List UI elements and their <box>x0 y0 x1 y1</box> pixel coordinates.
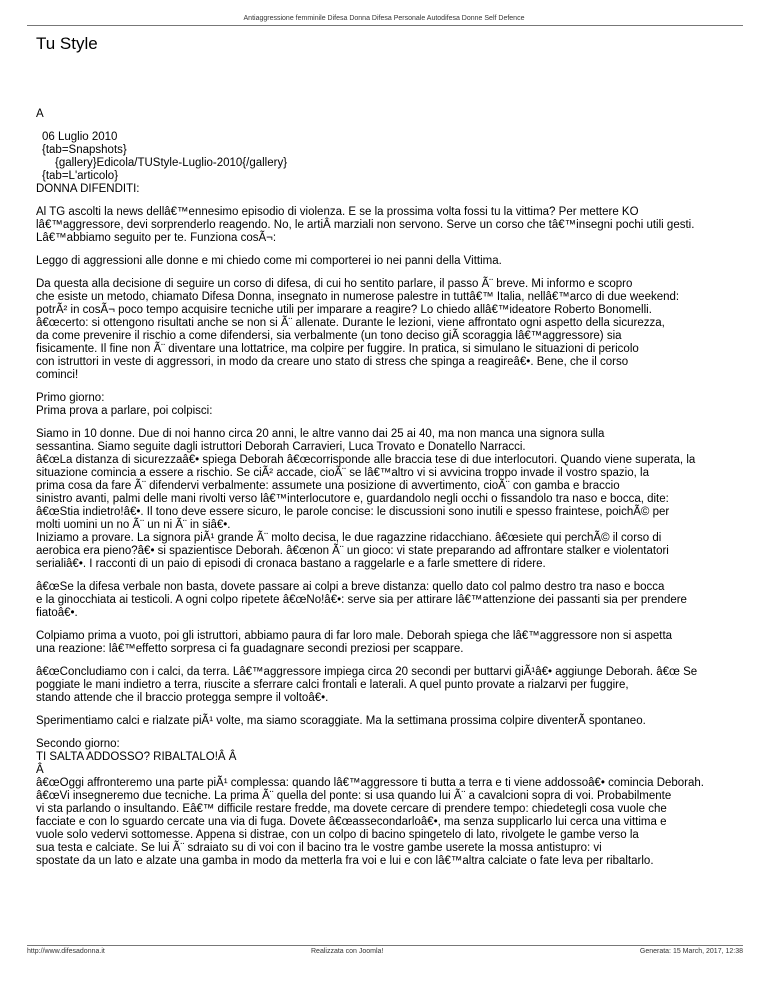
text-line: 06 Luglio 2010 <box>42 131 118 143</box>
text-line: e la ginocchiata ai testicoli. A ogni colpo ripetete â€œNo!â€•: serve sia per attirare lâ€™attenzione dei passanti sia per prendere <box>36 594 687 606</box>
text-line: molti uomini un no Ã¨ un ni Ã¨ in siâ€•. <box>36 519 231 531</box>
text-line: potrÃ² in cosÃ¬ poco tempo acquisire tecniche utili per imparare a reagire? Lo chiedo allâ€™ideatore Roberto Bonomelli. <box>36 304 652 316</box>
text-line: Siamo in 10 donne. Due di noi hanno circa 20 anni, le altre vanno dai 25 ai 40, ma non manca una signora sulla <box>36 428 605 440</box>
paragraph-gap <box>36 268 768 278</box>
text-line: sinistro avanti, palmi delle mani rivolti verso lâ€™interlocutore e, guardandolo negli occhi o fissandolo tra naso e bocca, dite: <box>36 493 669 505</box>
paragraph-gap <box>36 418 768 428</box>
text-line: con istruttori in veste di aggressori, in modo da creare uno stato di stress che spinga a reagireâ€•. Bene, che il corso <box>36 356 629 368</box>
text-line: â€œSe la difesa verbale non basta, dovete passare ai colpi a breve distanza: quello dato col palmo destro tra naso e bocca <box>36 581 665 593</box>
text-line: vi sta parlando o insultando. Eâ€™ difficile restare fredde, ma dovete cercare di prendere tempo: chiedetegli cosa vuole che <box>36 803 667 815</box>
text-line: Iniziamo a provare. La signora piÃ¹ grande Ã¨ molto decisa, le due ragazzine ridacchiano. â€œsiete qui perchÃ© il corso di <box>36 532 662 544</box>
text-line: â€œOggi affronteremo una parte piÃ¹ complessa: quando lâ€™aggressore ti butta a terra e ti viene addossoâ€• comincia Deborah. <box>36 777 704 789</box>
text-line: una reazione: lâ€™effetto sorpresa ci fa guadagnare secondi preziosi per scappare. <box>36 643 464 655</box>
paragraph-gap <box>36 382 768 392</box>
article-body <box>36 108 768 868</box>
text-line: sessantina. Siamo seguite dagli istruttori Deborah Carravieri, Luca Trovato e Donatello Narracci. <box>36 441 526 453</box>
text-line: â€œLa distanza di sicurezzaâ€• spiega Deborah â€œcorrisponde alle braccia tese di due interlocutori. Quando viene superata, la <box>36 454 696 466</box>
text-line: {tab=L'articolo} <box>42 170 119 182</box>
paragraph-gap <box>36 245 768 255</box>
paragraph-gap <box>36 656 768 666</box>
text-line: prima cosa da fare Ã¨ difendervi verbalmente: assumete una posizione di avvertimento, cioÃ¨ con gamba e braccio <box>36 480 620 492</box>
text-line: TI SALTA ADDOSSO? RIBALTALO!Â Â <box>36 751 237 763</box>
text-line: fisicamente. Il fine non Ã¨ diventare una lottatrice, ma colpire per fuggire. In pratica, si simulano le situazioni di pericolo <box>36 343 639 355</box>
text-line: lâ€™aggressore, devi sorprenderlo reagendo. No, le artiÂ marziali non servono. Serve un corso che tâ€™insegni pochi utili gesti. <box>36 219 695 231</box>
text-line: Prima prova a parlare, poi colpisci: <box>36 405 213 417</box>
text-line: che esiste un metodo, chiamato Difesa Donna, insegnato in numerose palestre in tuttâ€™ Italia, nellâ€™arco di due weekend: <box>36 291 680 303</box>
text-line: Â <box>36 764 44 776</box>
page-title: Tu Style <box>36 34 98 53</box>
footer-generated-date: Generata: 15 March, 2017, 12:38 <box>639 948 743 955</box>
text-line: Colpiamo prima a vuoto, poi gli istruttori, abbiamo paura di far loro male. Deborah spiega che lâ€™aggressore non si aspetta <box>36 630 673 642</box>
text-line: Al TG ascolti la news dellâ€™ennesimo episodio di violenza. E se la prossima volta fossi tu la vittima? Per mettere KO <box>36 206 639 218</box>
text-line: spostate da un lato e alzate una gamba in modo da metterla fra voi e lui e con lâ€™altra calciate o fate leva per ribaltarlo. <box>36 855 654 867</box>
text-line: Da questa alla decisione di seguire un corso di difesa, di cui ho sentito parlare, il passo Ã¨ breve. Mi informo e scopro <box>36 278 633 290</box>
text-line: â€œConcludiamo con i calci, da terra. Lâ€™aggressore impiega circa 20 secondi per buttarvi giÃ¹â€• aggiunge Deborah. â€œ Se <box>36 666 698 678</box>
footer-site-url[interactable]: http://www.difesadonna.it <box>27 948 105 955</box>
text-line: aerobica era pieno?â€• si spazientisce Deborah. â€œnon Ã¨ un gioco: vi state preparando ad affrontare stalker e violentatori <box>36 545 669 557</box>
text-line: â€œStia indietro!â€•. Il tono deve essere sicuro, le parole concise: le discussioni sono inutili e spesso fraintese, poichÃ© per <box>36 506 670 518</box>
text-line: da come prevenire il rischio a come difendersi, sia verbalmente (un tono deciso giÃ scoraggia lâ€™aggressore) sia <box>36 330 622 342</box>
text-line: facciate e con lo sguardo cercate una via di fuga. Dovete â€œassecondarloâ€•, ma senza supplicarlo lui cerca una vittima e <box>36 816 667 828</box>
text-line: fiatoâ€•. <box>36 607 78 619</box>
text-line: {gallery}Edicola/TUStyle-Luglio-2010{/gallery} <box>55 157 288 169</box>
paragraph-gap <box>36 620 768 630</box>
page-footer <box>27 945 743 958</box>
text-line: Sperimentiamo calci e rialzate piÃ¹ volte, ma siamo scoraggiate. Ma la settimana prossima colpire diventerÃ spontaneo. <box>36 715 646 727</box>
text-line: â€œVi insegneremo due tecniche. La prima Ã¨ quella del ponte: si usa quando lui Ã¨ a cavalcioni sopra di voi. Probabilmente <box>36 790 672 802</box>
text-line: Primo giorno: <box>36 392 105 404</box>
text-line: Leggo di aggressioni alle donne e mi chiedo come mi comporterei io nei panni della Vittima. <box>36 255 502 267</box>
text-line: Lâ€™abbiamo seguito per te. Funziona cosÃ¬: <box>36 232 277 244</box>
text-line: sua testa e calciate. Se lui Ã¨ sdraiato su di voi con il bacino tra le vostre gambe userete la mossa antistupro: vi <box>36 842 602 854</box>
text-line: vuole solo vedervi sottomesse. Appena si distrae, con un colpo di bacino spingetelo di lato, rivolgete le gambe verso la <box>36 829 639 841</box>
paragraph-gap <box>36 728 768 738</box>
page-header: Antiaggressione femminile Difesa Donna Difesa Personale Autodifesa Donne Self Defence <box>243 15 525 22</box>
text-line: Secondo giorno: <box>36 738 120 750</box>
text-line: stando attende che il braccio protegga sempre il voltoâ€•. <box>36 692 329 704</box>
text-line: â€œcerto: si ottengono risultati anche se non si Ã¨ allenate. Durante le lezioni, viene affrontato ogni aspetto della sicurezza, <box>36 317 665 329</box>
text-line: DONNA DIFENDITI: <box>36 183 140 195</box>
text-line: poggiate le mani indietro a terra, riuscite a sferrare calci frontali e laterali. A quel punto provate a rialzarvi per fuggire, <box>36 679 629 691</box>
text-line: Â <box>36 108 44 120</box>
text-line: situazione comincia a essere a rischio. Se ciÃ² accade, cioÃ¨ se lâ€™altro vi si avvicina troppo invade il vostro spazio, la <box>36 467 649 479</box>
text-line: {tab=Snapshots} <box>42 144 127 156</box>
paragraph-gap <box>36 705 768 715</box>
text-line: cominci! <box>36 369 79 381</box>
paragraph-gap <box>36 571 768 581</box>
header-divider <box>27 25 743 26</box>
text-line: serialiâ€•. I racconti di un paio di episodi di cronaca bastano a raggelarle e a farle smettere di ridere. <box>36 558 546 570</box>
paragraph-gap <box>36 121 768 131</box>
footer-powered-by: Realizzata con Joomla! <box>311 948 384 955</box>
paragraph-gap <box>36 196 768 206</box>
